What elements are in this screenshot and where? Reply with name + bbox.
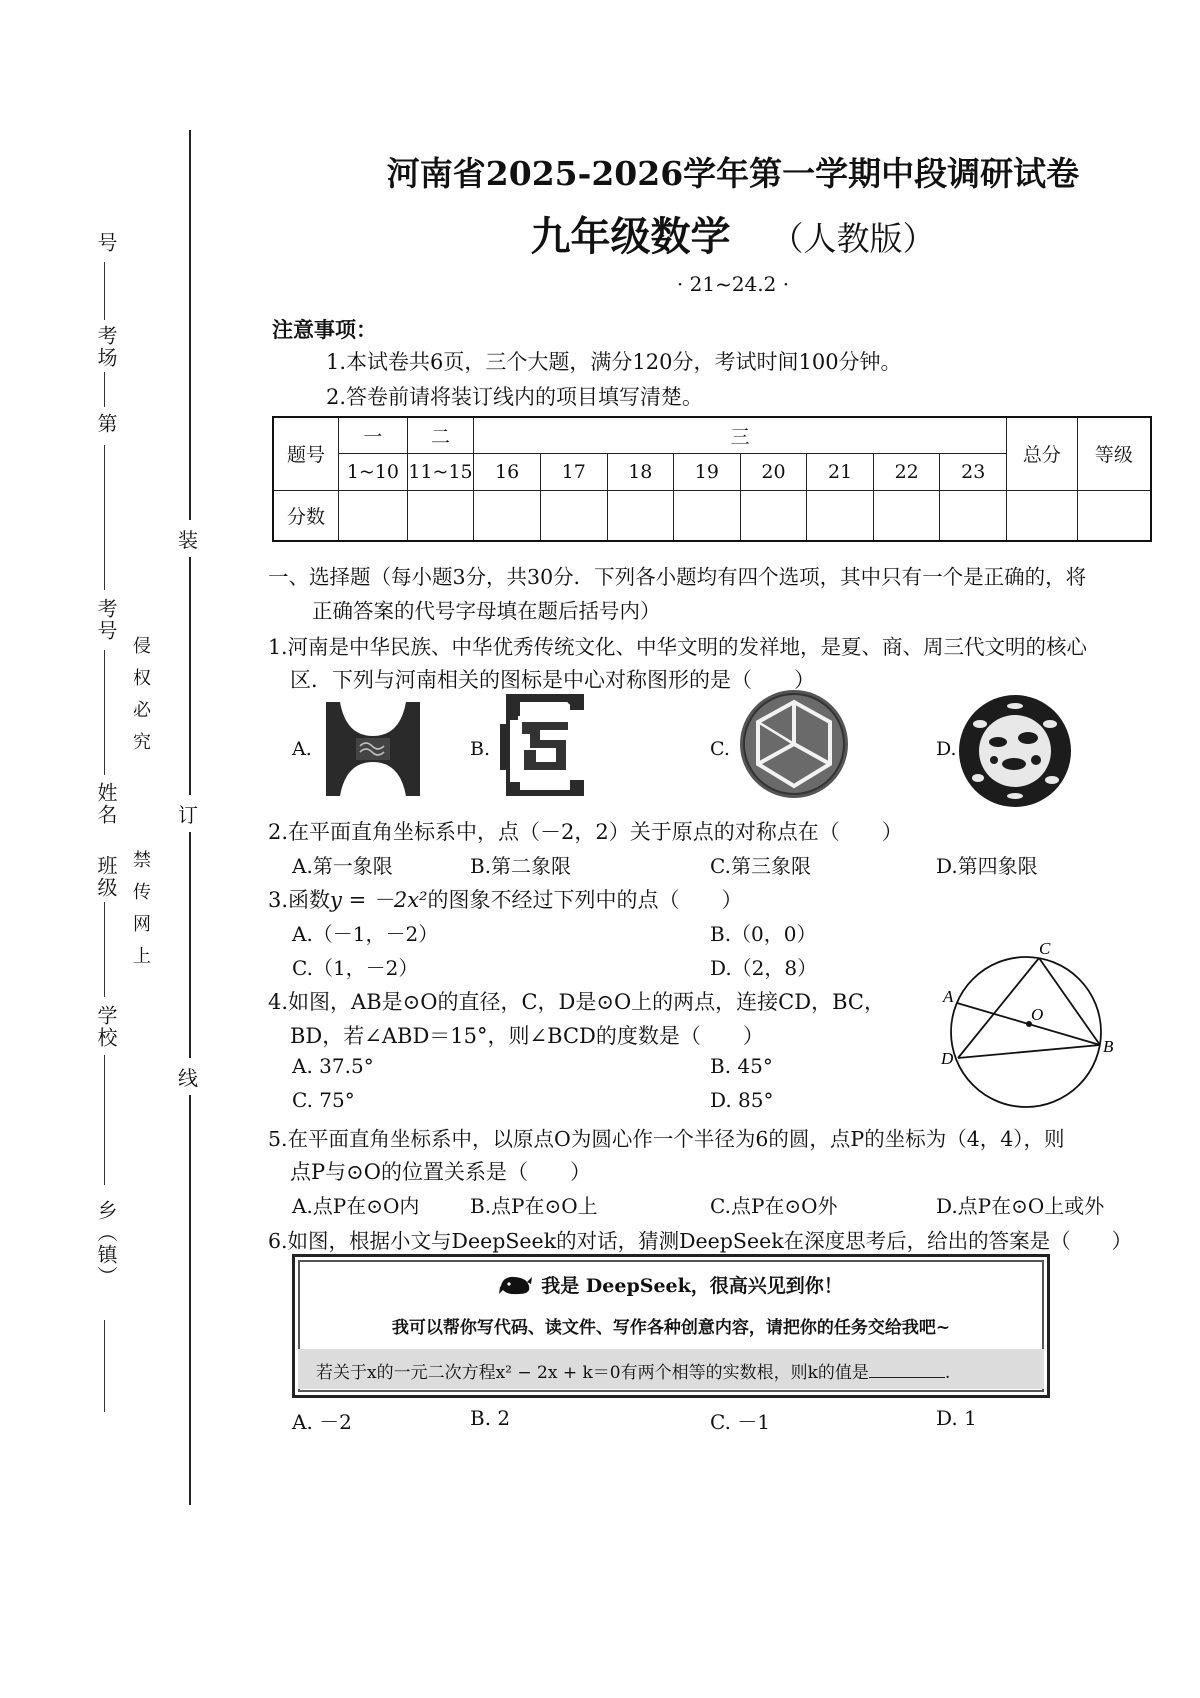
field-room-line[interactable] bbox=[104, 372, 105, 407]
q6-stem: 6.如图，根据小文与DeepSeek的对话，猜测DeepSeek在深度思考后，给出的答案是（ ） bbox=[268, 1229, 1133, 1253]
score-table-q19: 19 bbox=[674, 454, 741, 491]
q6-option-d: D. 1 bbox=[936, 1406, 977, 1430]
field-town-line[interactable] bbox=[104, 1320, 105, 1412]
deepseek-question-text: 若关于x的一元二次方程x² − 2x + k＝0有两个相等的实数根，则k的值是 bbox=[316, 1363, 869, 1383]
score-table-q17: 17 bbox=[540, 454, 607, 491]
q1-stem-line1: 1.河南是中华民族、中华优秀传统文化、中华文明的发祥地，是夏、商、周三代文明的核心 bbox=[268, 635, 1088, 659]
whale-icon bbox=[499, 1274, 533, 1296]
deepseek-greeting-text: 我是 DeepSeek，很高兴见到你！ bbox=[541, 1275, 843, 1297]
q5-option-d: D.点P在⊙O上或外 bbox=[936, 1194, 1105, 1218]
score-cell[interactable] bbox=[940, 490, 1007, 541]
q4-option-b: B. 45° bbox=[710, 1054, 773, 1078]
q4-label-o: O bbox=[1031, 1005, 1044, 1024]
q4-stem-line2: BD，若∠ABD＝15°，则∠BCD的度数是（ ） bbox=[290, 1024, 764, 1048]
exam-title: 河南省2025-2026学年第一学期中段调研试卷 bbox=[386, 154, 1080, 193]
q2-stem: 2.在平面直角坐标系中，点（－2，2）关于原点的对称点在（ ） bbox=[268, 820, 903, 844]
q3-option-d: D.（2，8） bbox=[710, 956, 818, 980]
q1-stem-line2: 区．下列与河南相关的图标是中心对称图形的是（ ） bbox=[290, 668, 815, 692]
q1-option-b-label: B. bbox=[470, 738, 491, 760]
note-item-1: 1.本试卷共6页，三个大题，满分120分，考试时间100分钟。 bbox=[326, 350, 902, 374]
score-cell[interactable] bbox=[1007, 490, 1078, 541]
q4-option-d: D. 85° bbox=[710, 1088, 774, 1112]
q5-option-a: A.点P在⊙O内 bbox=[292, 1194, 420, 1218]
score-table-q16: 16 bbox=[474, 454, 541, 491]
deepseek-question-end: . bbox=[944, 1363, 951, 1383]
score-cell[interactable] bbox=[807, 490, 874, 541]
q2-option-c: C.第三象限 bbox=[710, 854, 811, 878]
q4-label-c: C bbox=[1039, 940, 1051, 958]
field-school-label: 学校 bbox=[94, 1005, 118, 1049]
field-class-line[interactable] bbox=[104, 902, 105, 997]
score-table-section2: 二 bbox=[407, 417, 474, 454]
score-cell[interactable] bbox=[740, 490, 807, 541]
section1-instruction-line2: 正确答案的代号字母填在题后括号内） bbox=[312, 599, 661, 623]
q4-label-b: B bbox=[1103, 1037, 1114, 1056]
score-table-q18: 18 bbox=[607, 454, 674, 491]
q1-option-d-icon bbox=[958, 694, 1072, 808]
binding-word-ding: 订 bbox=[178, 795, 198, 832]
score-table-q21: 21 bbox=[807, 454, 874, 491]
q3-option-b: B.（0，0） bbox=[710, 922, 817, 946]
chapter-range: · 21~24.2 · bbox=[676, 272, 790, 296]
q1-option-c-icon bbox=[738, 688, 850, 800]
score-cell[interactable] bbox=[1077, 490, 1151, 541]
q4-label-d: D bbox=[941, 1049, 954, 1068]
field-name-line[interactable] bbox=[104, 650, 105, 775]
score-cell[interactable] bbox=[607, 490, 674, 541]
field-room-label: 考场 bbox=[94, 325, 118, 369]
q3-stem-pre: 3.函数 bbox=[268, 888, 331, 912]
q3-stem-post: 的图象不经过下列中的点（ ） bbox=[427, 888, 743, 912]
q4-option-c: C. 75° bbox=[292, 1088, 355, 1112]
deepseek-greeting bbox=[295, 1271, 1047, 1298]
q2-option-a: A.第一象限 bbox=[292, 854, 393, 878]
score-cell[interactable] bbox=[540, 490, 607, 541]
warning-copyright: 侵权必究 bbox=[130, 636, 151, 764]
q1-option-c-label: C. bbox=[710, 738, 730, 760]
score-table-section3: 三 bbox=[474, 417, 1007, 454]
q6-option-a: A. －2 bbox=[292, 1410, 352, 1434]
section1-instruction-line1: 一、选择题（每小题3分，共30分．下列各小题均有四个选项，其中只有一个是正确的，将 bbox=[268, 565, 1087, 589]
field-school-line[interactable] bbox=[104, 1055, 105, 1185]
field-class-label: 班级 bbox=[94, 855, 118, 899]
q3-stem bbox=[268, 884, 742, 914]
answer-blank bbox=[869, 1361, 945, 1378]
score-cell[interactable] bbox=[674, 490, 741, 541]
field-examno-label: 考号 bbox=[94, 598, 118, 642]
q5-option-b: B.点P在⊙O上 bbox=[470, 1194, 598, 1218]
score-table-question-label: 题号 bbox=[273, 417, 339, 490]
score-cell[interactable] bbox=[407, 490, 474, 541]
subject-name: 九年级数学 bbox=[530, 213, 731, 260]
deepseek-dialog bbox=[292, 1254, 1050, 1398]
score-table-grade: 等级 bbox=[1077, 417, 1151, 490]
q6-option-c: C. －1 bbox=[710, 1410, 771, 1434]
score-cell[interactable] bbox=[873, 490, 940, 541]
q3-option-c: C.（1，－2） bbox=[292, 956, 419, 980]
q6-option-b: B. 2 bbox=[470, 1406, 511, 1430]
field-town-label: 乡（镇） bbox=[94, 1200, 118, 1288]
score-cell[interactable] bbox=[474, 490, 541, 541]
q1-option-b-icon bbox=[500, 690, 590, 800]
q5-stem-line1: 5.在平面直角坐标系中，以原点O为圆心作一个半径为6的圆，点P的坐标为（4，4），则 bbox=[268, 1127, 1065, 1151]
field-seat-line[interactable] bbox=[104, 262, 105, 320]
q3-formula: y = －2x² bbox=[330, 888, 428, 912]
q4-label-a: A bbox=[943, 987, 954, 1006]
binding-word-xian: 线 bbox=[178, 1058, 198, 1095]
score-table-q23: 23 bbox=[940, 454, 1007, 491]
deepseek-help-text: 我可以帮你写代码、读文件、写作各种创意内容，请把你的任务交给我吧~ bbox=[391, 1318, 951, 1338]
q2-option-b: B.第二象限 bbox=[470, 854, 572, 878]
field-room-prefix: 第 bbox=[94, 413, 118, 435]
q5-option-c: C.点P在⊙O外 bbox=[710, 1194, 838, 1218]
score-table-section1: 一 bbox=[339, 417, 408, 454]
score-table-score-label: 分数 bbox=[273, 490, 339, 541]
q4-circle-figure bbox=[935, 940, 1115, 1115]
deepseek-input-area[interactable] bbox=[298, 1349, 1044, 1389]
score-table-q20: 20 bbox=[740, 454, 807, 491]
notes-heading: 注意事项： bbox=[272, 317, 377, 342]
score-table bbox=[272, 416, 1152, 542]
note-item-2: 2.答卷前请将装订线内的项目填写清楚。 bbox=[326, 385, 704, 409]
binding-word-zhuang: 装 bbox=[178, 520, 198, 557]
q3-option-a: A.（－1，－2） bbox=[292, 922, 439, 946]
edition-label: （人教版） bbox=[770, 219, 936, 258]
score-cell[interactable] bbox=[339, 490, 408, 541]
deepseek-question bbox=[316, 1358, 950, 1383]
field-seat-suffix: 号 bbox=[94, 232, 118, 254]
score-table-total: 总分 bbox=[1007, 417, 1078, 490]
q4-stem-line1: 4.如图，AB是⊙O的直径，C，D是⊙O上的两点，连接CD，BC， bbox=[268, 990, 885, 1014]
score-table-q22: 22 bbox=[873, 454, 940, 491]
exam-subject bbox=[268, 205, 1198, 262]
field-name-label: 姓名 bbox=[94, 782, 118, 826]
q4-option-a: A. 37.5° bbox=[292, 1054, 374, 1078]
q1-option-a-icon bbox=[322, 698, 424, 800]
warning-no-upload: 禁传网上 bbox=[130, 850, 151, 978]
score-table-range1: 1~10 bbox=[339, 454, 408, 491]
field-examno-line[interactable] bbox=[104, 445, 105, 590]
q1-option-a-label: A. bbox=[292, 738, 312, 760]
q5-stem-line2: 点P与⊙O的位置关系是（ ） bbox=[290, 1160, 591, 1184]
q1-option-d-label: D. bbox=[936, 738, 957, 760]
q2-option-d: D.第四象限 bbox=[936, 854, 1038, 878]
score-table-range2: 11~15 bbox=[407, 454, 474, 491]
